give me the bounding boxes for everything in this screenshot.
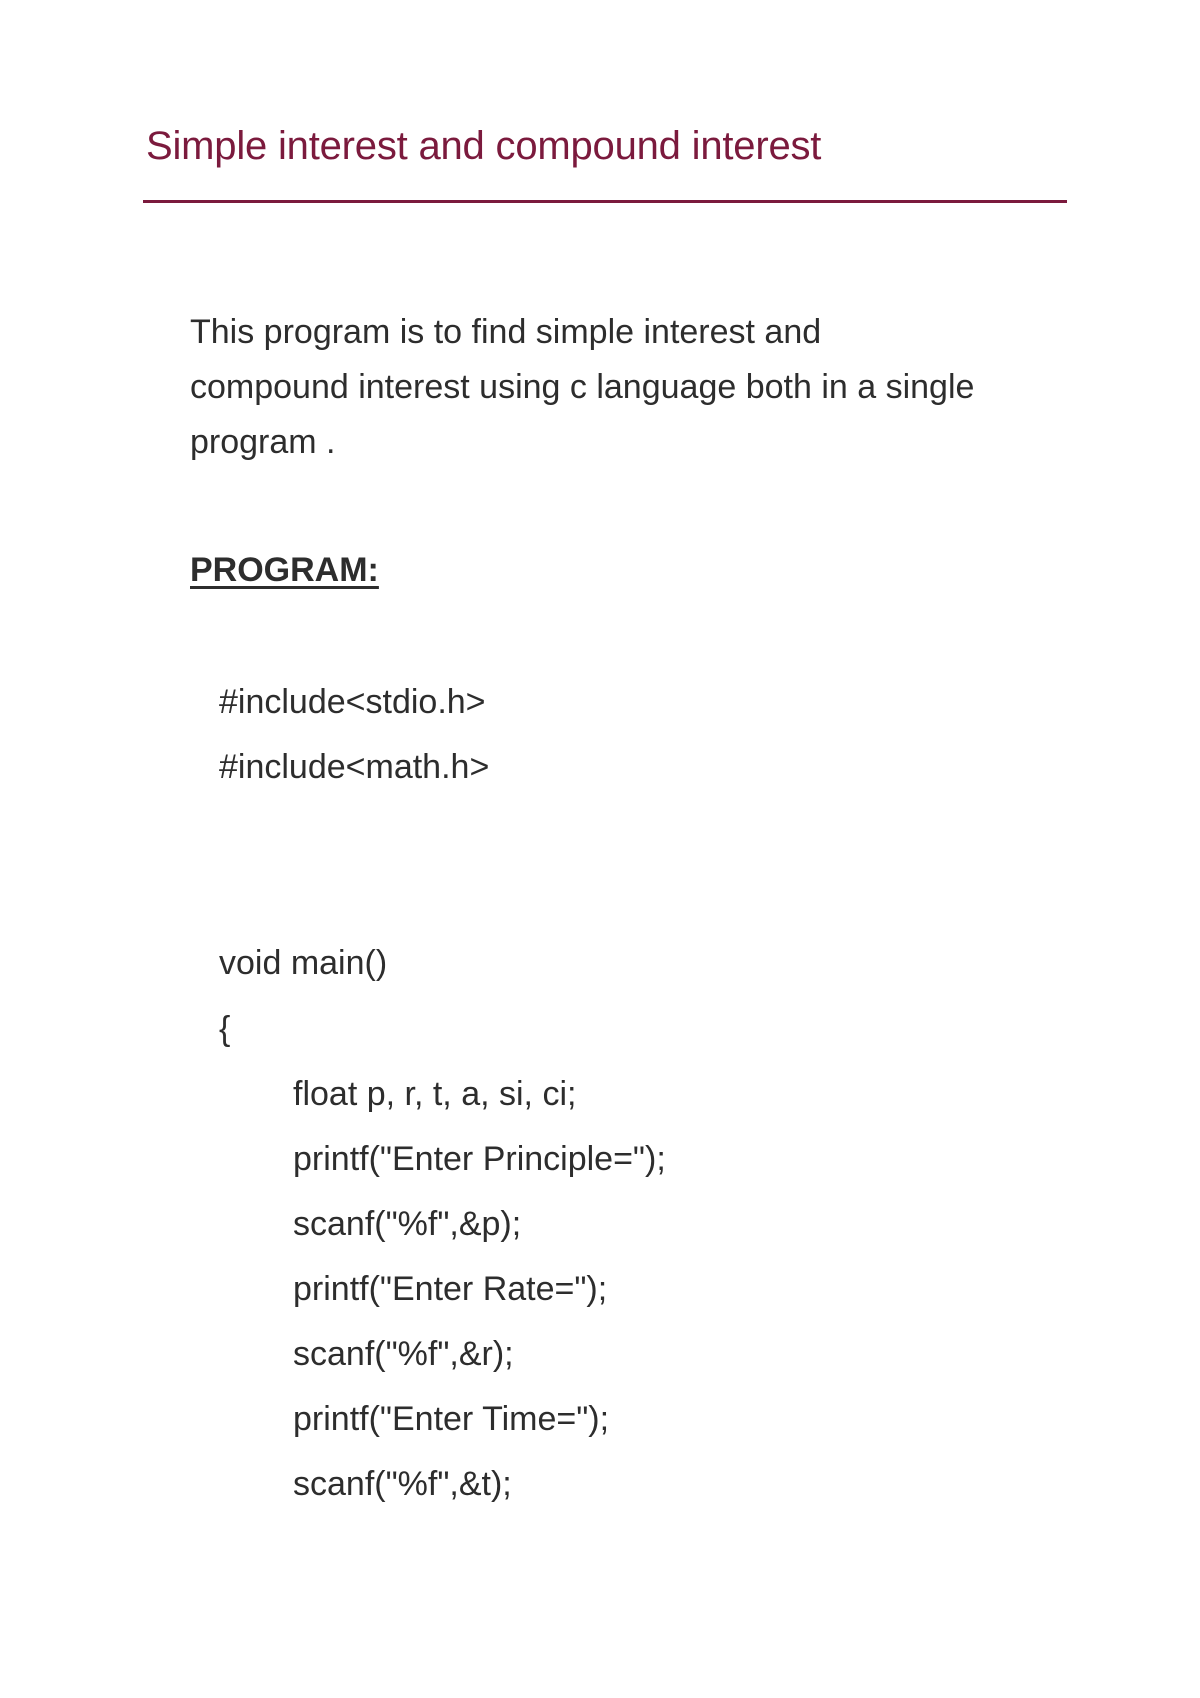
intro-line: This program is to find simple interest and xyxy=(190,313,822,351)
code-line: printf("Enter Time="); xyxy=(293,1400,610,1438)
document-title: Simple interest and compound interest xyxy=(146,124,822,168)
code-line: void main() xyxy=(219,944,388,982)
code-line: #include<math.h> xyxy=(219,748,490,786)
code-line: scanf("%f",&p); xyxy=(293,1205,522,1243)
code-line: printf("Enter Principle="); xyxy=(293,1140,666,1178)
intro-line: program . xyxy=(190,423,336,461)
intro-line: compound interest using c language both in a single xyxy=(190,368,975,406)
code-line: #include<stdio.h> xyxy=(219,683,486,721)
code-line: scanf("%f",&t); xyxy=(293,1465,512,1503)
code-line: { xyxy=(219,1010,231,1048)
code-line: scanf("%f",&r); xyxy=(293,1335,514,1373)
code-line: printf("Enter Rate="); xyxy=(293,1270,608,1308)
program-heading: PROGRAM: xyxy=(190,551,379,589)
code-line: float p, r, t, a, si, ci; xyxy=(293,1075,577,1113)
